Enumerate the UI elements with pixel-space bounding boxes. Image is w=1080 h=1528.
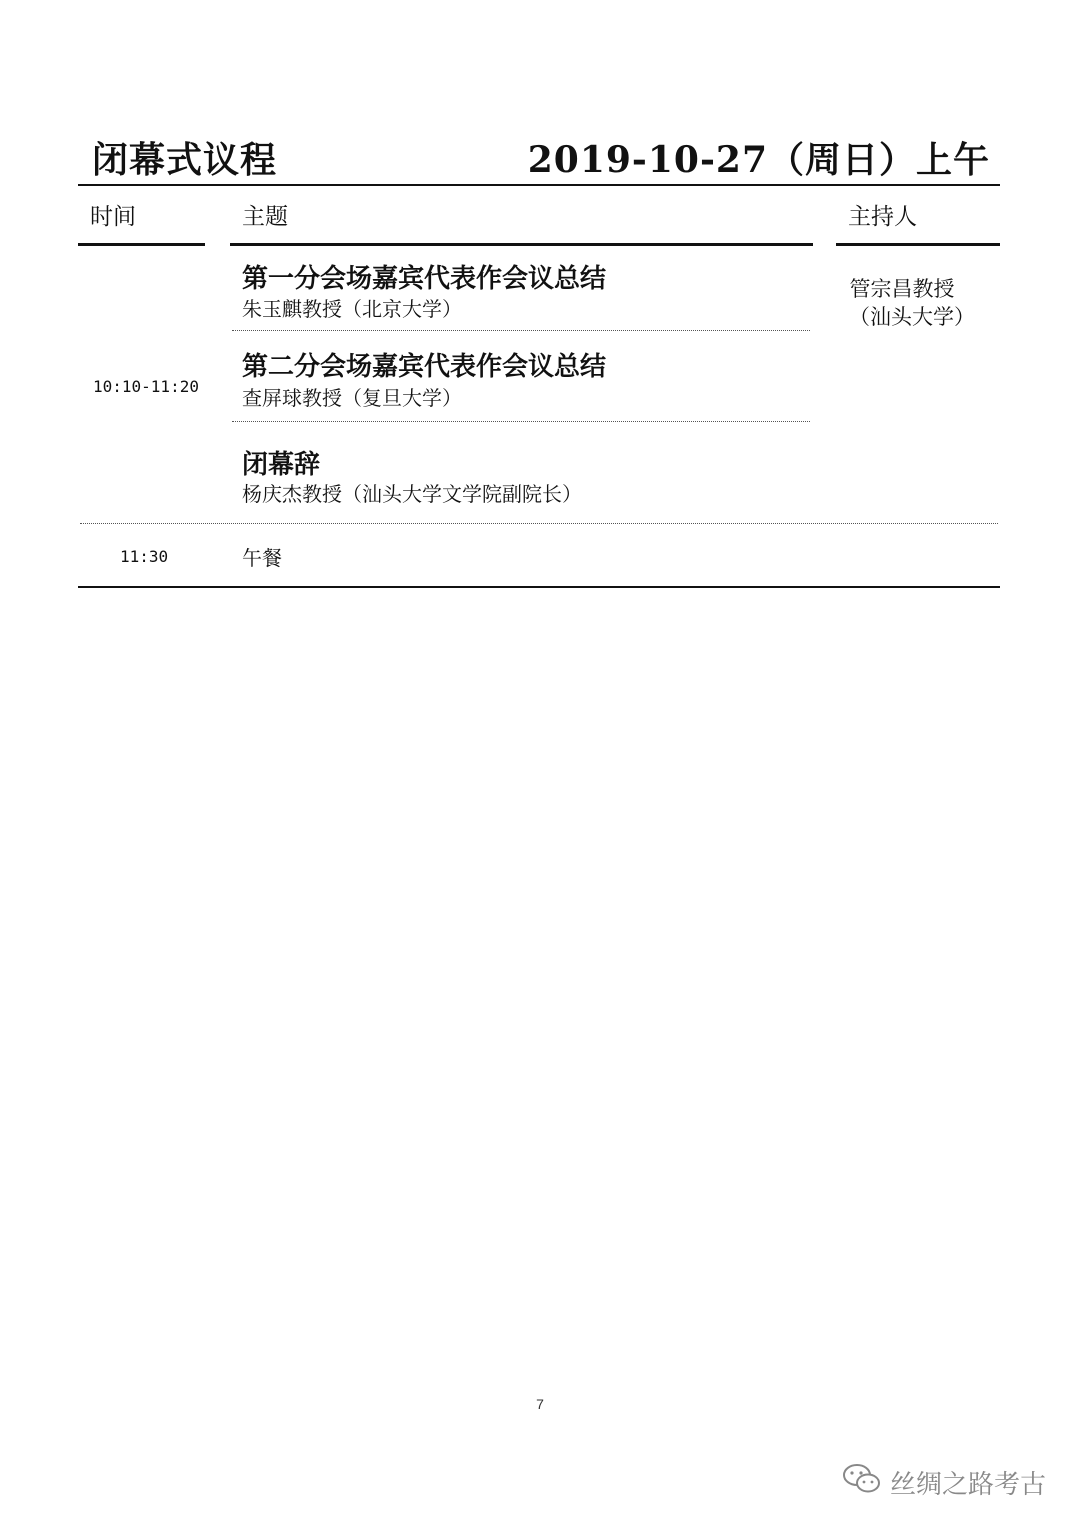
column-rule-time <box>78 243 205 246</box>
lunch-item: 午餐 <box>242 546 282 570</box>
session-divider <box>232 330 810 331</box>
header-rule <box>78 184 1000 186</box>
session-1-speaker: 朱玉麒教授（北京大学） <box>242 297 462 321</box>
row-divider <box>80 523 998 524</box>
session-2-title: 第二分会场嘉宾代表作会议总结 <box>242 352 607 382</box>
page-number: 7 <box>536 1396 544 1412</box>
session-3-speaker: 杨庆杰教授（汕头大学文学院副院长） <box>242 482 582 506</box>
column-header-topic: 主题 <box>242 204 288 230</box>
session-3-title: 闭幕辞 <box>242 450 321 480</box>
column-header-time: 时间 <box>90 204 136 230</box>
time-slot-1: 10:10-11:20 <box>93 377 199 396</box>
watermark <box>842 1462 1046 1503</box>
column-header-host: 主持人 <box>848 204 917 230</box>
agenda-date: 2019-10-27（周日）上午 <box>527 139 990 181</box>
column-rule-host <box>836 243 1000 246</box>
time-slot-2: 11:30 <box>120 547 169 566</box>
host-name: 管宗昌教授 <box>849 277 955 301</box>
wechat-icon <box>842 1462 882 1503</box>
session-divider <box>232 421 810 422</box>
host-affiliation: （汕头大学） <box>849 305 975 329</box>
page-title: 闭幕式议程 <box>92 139 278 181</box>
column-rule-topic <box>230 243 813 246</box>
session-2-speaker: 查屏球教授（复旦大学） <box>242 386 462 410</box>
watermark-text: 丝绸之路考古 <box>889 1469 1046 1499</box>
table-bottom-rule <box>78 586 1000 588</box>
session-1-title: 第一分会场嘉宾代表作会议总结 <box>242 264 607 294</box>
